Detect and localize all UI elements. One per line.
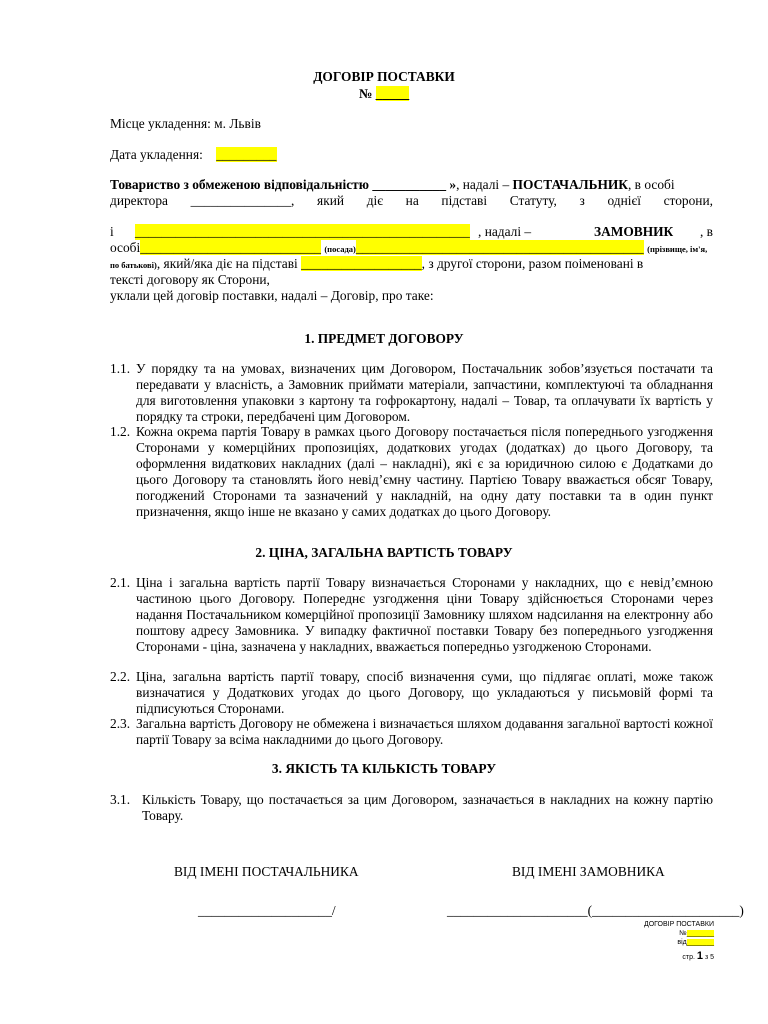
section-1-heading: 1. ПРЕДМЕТ ДОГОВОРУ (304, 331, 464, 346)
supplier-role: ПОСТАЧАЛЬНИК (512, 177, 628, 192)
customer-position-blank: ___________________________ (140, 240, 321, 255)
footer-date-label: від (677, 939, 687, 946)
customer-signature-label: ВІД ІМЕНІ ЗАМОВНИКА (512, 864, 665, 879)
supplier-name-blank: ___________ » (372, 177, 457, 192)
customer-other-side: , з другої сторони, разом поіменовані в (421, 256, 644, 271)
footer-date-blank: _______ (686, 939, 714, 946)
customer-line-3 (110, 256, 713, 273)
customer-text: , надалі – (478, 224, 532, 239)
customer-line-2 (110, 240, 713, 257)
clause-number: 2.2. (110, 669, 131, 684)
date-label: Дата укладення: (110, 147, 203, 162)
supplier-text: , надалі – (456, 177, 510, 192)
section-2-heading: 2. ЦІНА, ЗАГАЛЬНА ВАРТІСТЬ ТОВАРУ (255, 545, 513, 560)
clause-text: Загальна вартість Договору не обмежена і визначається шляхом додавання загальної вартості кожної партії Товару за всіма накладними до цього Договору. (136, 716, 713, 747)
clause-1-1 (110, 361, 713, 425)
supplier-signature-label: ВІД ІМЕНІ ПОСТАЧАЛЬНИКА (174, 864, 359, 879)
page-number (640, 952, 714, 962)
customer-patronymic-caption: по батькові) (110, 260, 157, 270)
customer-name-caption: (прізвище, ім'я, (647, 244, 708, 254)
clause-text: Ціна і загальна вартість партії Товару визначається Сторонами у накладних, що є невід’ємною частиною цього Договору. Попереднє узгодження ціни Товару здійснюється Сторонами через надання Постачальником комерційної пропозиції Замовнику шляхом надсилання на електронну або поштову адресу Замовника. У випадку фактичної поставки Товару без попереднього узгодження Сторонами - ціна, зазначена у накладних, вважається попередньо узгодженою Сторонами. (136, 575, 713, 654)
clause-number: 2.3. (110, 716, 131, 731)
page-prefix: стр. (682, 954, 695, 961)
supplier-text-end: , в особі (627, 177, 675, 192)
customer-signature-line: _____________________(______________________) (447, 903, 744, 918)
supplier-signature-line: ____________________/ (198, 903, 336, 918)
clause-text: Кількість Товару, що постачається за цим Договором, зазначається в накладних на кожну партію Товару. (142, 792, 713, 823)
number-blank: _____ (375, 86, 410, 101)
clause-number: 1.1. (110, 361, 131, 376)
customer-osobi: особі (110, 240, 141, 255)
number-label: № (358, 86, 373, 101)
customer-basis-blank: __________________ (301, 256, 422, 271)
customer-position-caption: (посада) (324, 244, 356, 254)
clause-2-2 (110, 669, 713, 717)
customer-acts-basis: , який/яка діє на підставі (156, 256, 298, 271)
clause-number: 2.1. (110, 575, 131, 590)
section-3-heading: 3. ЯКІСТЬ ТА КІЛЬКІСТЬ ТОВАРУ (271, 761, 497, 776)
document-title: ДОГОВІР ПОСТАВКИ (313, 69, 455, 84)
date-blank: _________ (216, 147, 277, 162)
supplier-line-2: директора _______________, який діє на підставі Статуту, з однієї сторони, (110, 193, 713, 208)
customer-line-4: тексті договору як Сторони, (110, 272, 270, 287)
date-of-signing (110, 147, 277, 163)
customer-text-end: , в (699, 224, 713, 239)
clause-3-1 (110, 792, 713, 824)
supplier-company-type: Товариство з обмеженою відповідальністю (110, 177, 369, 192)
supplier-line-1 (110, 177, 713, 193)
place-of-signing: Місце укладення: м. Львів (110, 116, 261, 131)
footer-number-label: № (679, 930, 687, 937)
clause-number: 3.1. (110, 792, 131, 807)
customer-role: ЗАМОВНИК (594, 224, 674, 239)
clause-text: Ціна, загальна вартість партії товару, спосіб визначення суми, що підлягає оплаті, може також визначатися у Додаткових угодах до цього Договору, що укладаються у письмовій формі та підписуються Сторонами. (136, 669, 713, 716)
footer-number-blank: _______ (686, 930, 714, 937)
customer-line-1 (110, 224, 713, 240)
customer-person-blank: ___________________________________________ (355, 240, 644, 255)
footer-title: ДОГОВІР ПОСТАВКИ (643, 921, 714, 928)
page-current: 1 (696, 950, 703, 962)
footer-date (640, 939, 714, 947)
clause-2-1 (110, 575, 713, 655)
clause-1-2 (110, 424, 713, 520)
clause-text: Кожна окрема партія Товару в рамках цього Договору постачається після попереднього узгодження Сторонами у комерційних пропозиціях, додаткових угодах (додатках) до цього Договору, та оформлення видаткових накладних (далі – накладні), які є за юридичною силою є Додатками до цього Договору та становлять його невід’ємну частину. Партією Товару вважається обсяг Товару, погоджений Сторонами та зазначений у накладній, на одну дату поставки та в один пункт призначення, якщо інше не вказано у самих додатках до цього Договору. (136, 424, 713, 519)
footer-number (640, 930, 714, 938)
clause-number: 1.2. (110, 424, 131, 439)
customer-i: і (110, 224, 114, 239)
customer-name-blank: __________________________________________________ (135, 224, 470, 239)
clause-2-3 (110, 716, 713, 748)
clause-text: У порядку та на умовах, визначених цим Договором, Постачальник зобов’язується постачати та передавати у власність, а Замовник приймати матеріали, запчастини, комплектуючі та обладнання для виготовлення упаковки з картону та гофрокартону, надалі – Товар, та оплачувати їх вартість у порядку та строки, передбачені цим Договором. (136, 361, 713, 424)
contract-number (0, 86, 768, 102)
page-total: з 5 (704, 954, 714, 961)
customer-line-5: уклали цей договір поставки, надалі – Договір, про таке: (110, 288, 434, 303)
